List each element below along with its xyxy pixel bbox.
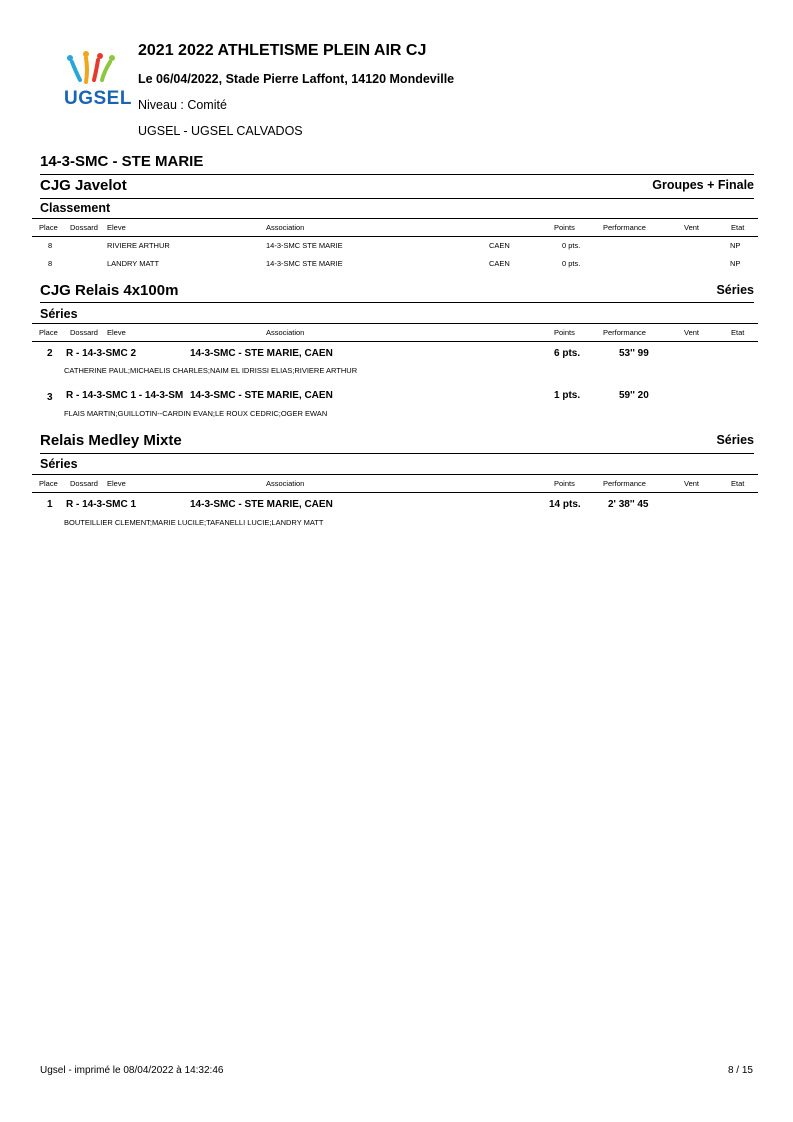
row-etat: NP [730, 259, 741, 268]
row-association: 14-3-SMC STE MARIE [266, 241, 343, 250]
col-points: Points [554, 223, 575, 232]
athletes-logo-icon [60, 50, 132, 90]
relay-place: 3 [47, 392, 53, 403]
col-dossard: Dossard [70, 479, 98, 488]
col-place: Place [39, 223, 58, 232]
col-eleve: Eleve [107, 223, 126, 232]
organizer-text: UGSEL - UGSEL CALVADOS [138, 124, 303, 138]
col-performance: Performance [603, 328, 646, 337]
col-vent: Vent [684, 328, 700, 337]
relay-row [32, 388, 758, 404]
row-points: 0 pts. [562, 259, 581, 268]
page-number: 8 / 15 [727, 1065, 753, 1076]
relay-performance: 59'' 20 [619, 390, 649, 401]
col-vent: Vent [684, 479, 700, 488]
relay-points: 6 pts. [554, 348, 581, 359]
column-header-row [32, 474, 758, 493]
col-association: Association [266, 223, 305, 232]
relay-team: R - 14-3-SMC 1 [66, 499, 137, 510]
event-header [40, 280, 754, 304]
event-header [40, 174, 754, 199]
col-etat: Etat [731, 328, 745, 337]
relay-row [32, 346, 758, 362]
relay-team: R - 14-3-SMC 1 - 14-3-SM [66, 390, 184, 401]
col-association: Association [266, 328, 305, 337]
section-header [40, 198, 754, 219]
col-etat: Etat [731, 223, 745, 232]
relay-team: R - 14-3-SMC 2 [66, 348, 137, 359]
section-name: Séries [40, 457, 78, 471]
ugsel-logo [60, 50, 132, 110]
relay-association: 14-3-SMC - STE MARIE, CAEN [190, 390, 333, 401]
relay-performance: 53'' 99 [619, 348, 649, 359]
relay-association: 14-3-SMC - STE MARIE, CAEN [190, 499, 333, 510]
col-points: Points [554, 328, 575, 337]
row-place: 8 [48, 259, 53, 268]
relay-members: BOUTEILLIER CLEMENT;MARIE LUCILE;TAFANELLI LUCIE;LANDRY MATT [64, 518, 324, 527]
event-name: CJG Javelot [40, 177, 127, 194]
col-place: Place [39, 328, 58, 337]
row-city: CAEN [489, 259, 510, 268]
relay-members: FLAIS MARTIN;GUILLOTIN--CARDIN EVAN;LE ROUX CEDRIC;OGER EWAN [64, 409, 328, 418]
column-header-row [32, 323, 758, 342]
row-points: 0 pts. [562, 241, 581, 250]
row-etat: NP [730, 241, 741, 250]
level-text: Niveau : Comité [138, 98, 227, 112]
event-phase: Groupes + Finale [652, 178, 754, 192]
col-dossard: Dossard [70, 328, 98, 337]
event-phase: Séries [716, 433, 754, 447]
page-title: 2021 2022 ATHLETISME PLEIN AIR CJ [138, 42, 427, 59]
relay-members: CATHERINE PAUL;MICHAELIS CHARLES;NAIM EL IDRISSI ELIAS;RIVIERE ARTHUR [64, 366, 358, 375]
event-name: Relais Medley Mixte [40, 432, 182, 449]
row-eleve: RIVIERE ARTHUR [107, 241, 170, 250]
section-header [40, 302, 754, 323]
section-name: Séries [40, 307, 78, 321]
row-association: 14-3-SMC STE MARIE [266, 259, 343, 268]
section-header [40, 453, 754, 474]
relay-row [32, 497, 758, 513]
row-place: 8 [48, 241, 53, 250]
col-dossard: Dossard [70, 223, 98, 232]
col-place: Place [39, 479, 58, 488]
club-title: 14-3-SMC - STE MARIE [40, 153, 204, 170]
event-name: CJG Relais 4x100m [40, 282, 179, 299]
col-association: Association [266, 479, 305, 488]
event-header [40, 430, 754, 454]
table-row [32, 238, 758, 254]
col-eleve: Eleve [107, 328, 126, 337]
col-vent: Vent [684, 223, 700, 232]
relay-points: 14 pts. [549, 499, 581, 510]
row-city: CAEN [489, 241, 510, 250]
col-points: Points [554, 479, 575, 488]
section-name: Classement [40, 201, 111, 215]
col-performance: Performance [603, 479, 646, 488]
print-timestamp: Ugsel - imprimé le 08/04/2022 à 14:32:46 [40, 1065, 224, 1076]
relay-association: 14-3-SMC - STE MARIE, CAEN [190, 348, 333, 359]
logo-text: UGSEL [64, 88, 132, 109]
col-eleve: Eleve [107, 479, 126, 488]
col-etat: Etat [731, 479, 745, 488]
table-row [32, 256, 758, 272]
event-phase: Séries [716, 283, 754, 297]
row-eleve: LANDRY MATT [107, 259, 160, 268]
relay-place: 1 [47, 499, 53, 510]
column-header-row [32, 218, 758, 237]
relay-performance: 2' 38'' 45 [608, 499, 649, 510]
date-location: Le 06/04/2022, Stade Pierre Laffont, 14120 Mondeville [138, 72, 455, 86]
relay-points: 1 pts. [554, 390, 581, 401]
col-performance: Performance [603, 223, 646, 232]
relay-place: 2 [47, 348, 53, 359]
